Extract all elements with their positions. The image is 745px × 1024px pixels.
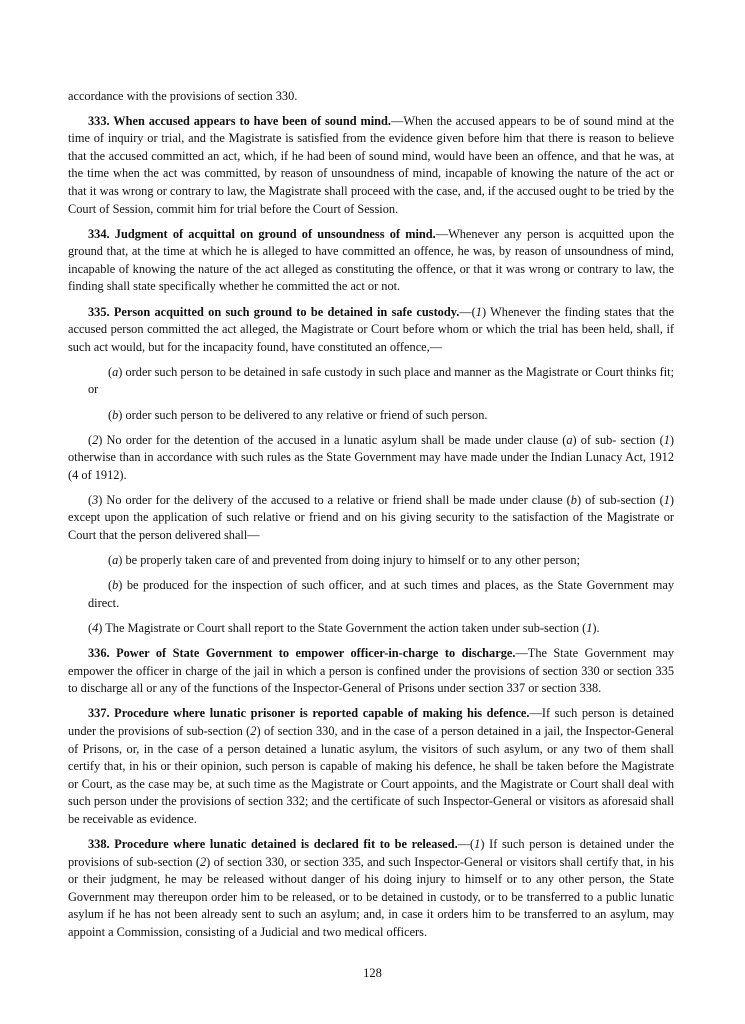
section-338: 338. Procedure where lunatic detained is declared fit to be released.—(1) If such person is detained under the provisions of sub-section (2) of section 330, or section 335, and such Inspector-General or visitors shall certify that, in his or their judgment, he may be released without danger of his doing injury to himself or to any other person, the State Government may thereupon order him to be released, or to be detained in custody, or to be transferred to a public lunatic asylum if he has not been already sent to such an asylum; and, in case it orders him to be transferred to an asylum, may appoint a Commission, consisting of a Judicial and two medical officers.	[68, 836, 674, 939]
section-336-text: —The State Government may empower the officer in charge of the jail in which a person is confined under the provisions of section 330 or section 335 to discharge all or any of the functions of the Inspector-General of Prisons under section 337 or section 338.	[68, 646, 674, 696]
continuation-text: accordance with the provisions of section 330.	[68, 89, 298, 103]
section-335-subsection-3-clause-b: (b) be produced for the inspection of such officer, and at such times and places, as the State Government may direct.	[88, 578, 674, 610]
section-333-text: —When the accused appears to be of sound mind at the time of inquiry or trial, and the Magistrate is satisfied from the evidence given before him that there is reason to believe that the accused committed an act, which, if he had been of sound mind, would have been an offence, and that he was, at the time when the act was committed, by reason of unsoundness of mind, incapable of knowing the nature of the act or that it was wrong or contrary to law, the Magistrate shall proceed with the case, and, if the accused ought to be tried by the Court of Session, commit him for trial before the Court of Session.	[68, 113, 674, 216]
section-337-heading: 337. Procedure where lunatic prisoner is reported capable of making his defence.	[88, 706, 530, 721]
section-336-heading: 336. Power of State Government to empower officer-in-charge to discharge.	[88, 646, 516, 661]
section-333-heading: 333. When accused appears to have been of sound mind.	[88, 113, 391, 128]
section-334-heading: 334. Judgment of acquittal on ground of unsoundness of mind.	[88, 226, 436, 241]
section-335-subsection-3-clause-a: (a) be properly taken care of and prevented from doing injury to himself or to any other person;	[108, 553, 581, 568]
section-335-subsection-3: (3) No order for the delivery of the accused to a relative or friend shall be made under clause (b) of sub-section (1) except upon the application of such relative or friend and on his giving security to the satisfaction of the Magistrate or Court that the person delivered shall—	[68, 492, 675, 543]
section-338-heading: 338. Procedure where lunatic detained is declared fit to be released.	[88, 836, 458, 851]
subsection-number: 1	[475, 304, 482, 319]
document-page	[68, 88, 674, 949]
section-335-clause-b: (b) order such person to be delivered to any relative or friend of such person.	[108, 407, 488, 422]
page-number: 128	[363, 966, 382, 980]
section-334	[68, 226, 674, 296]
section-335-text: ) Whenever the finding states that the accused person committed the act alleged, the Magistrate or Court before whom or which the trial has been held, shall, if such act would, but for the incapacity found, have constituted an offence,—	[68, 304, 675, 354]
section-336	[68, 645, 674, 698]
section-335-subsection-4: (4) The Magistrate or Court shall report to the State Government the action taken under sub-section (1).	[88, 620, 600, 635]
section-337: 337. Procedure where lunatic prisoner is reported capable of making his defence.—If such person is detained under the provisions of sub-section (2) of section 330, and in the case of a person detained in a jail, the Inspector-General of Prisons, or, in the case of a person detained a lunatic asylum, the visitors of such asylum, or any two of them shall certify that, in his or their opinion, such person is capable of making his defence, he shall be taken before the Magistrate or Court, as the case may be, at such time as the Magistrate or Court appoints, and the Magistrate or Court shall deal with such person under the provisions of section 332; and the certificate of such Inspector-General or visitors as aforesaid shall be receivable as evidence.	[68, 706, 674, 826]
section-333	[68, 113, 674, 219]
section-335-subsection-2: (2) No order for the detention of the accused in a lunatic asylum shall be made under clause (a) of sub- section (1) otherwise than in accordance with such rules as the State Government may have made under the Indian Lunacy Act, 1912 (4 of 1912).	[68, 432, 674, 482]
section-335-clause-a: (a) order such person to be detained in safe custody in such place and manner as the Magistrate or Court thinks fit; or	[88, 364, 674, 397]
section-335-heading: 335. Person acquitted on such ground to be detained in safe custody.	[88, 304, 460, 319]
section-334-text: —Whenever any person is acquitted upon the ground that, at the time at which he is alleged to have committed an offence, he was, by reason of unsoundness of mind, incapable of knowing the nature of the act alleged as constituting the offence, or that it was wrong or contrary to law, the finding shall state specifically whether he committed the act or not.	[68, 226, 675, 294]
section-335: 335. Person acquitted on such ground to be detained in safe custody.—(1) Whenever the finding states that the accused person committed the act alleged, the Magistrate or Court before whom or which the trial has been held, shall, if such act would, but for the incapacity found, have constituted an offence,—	[68, 304, 675, 354]
